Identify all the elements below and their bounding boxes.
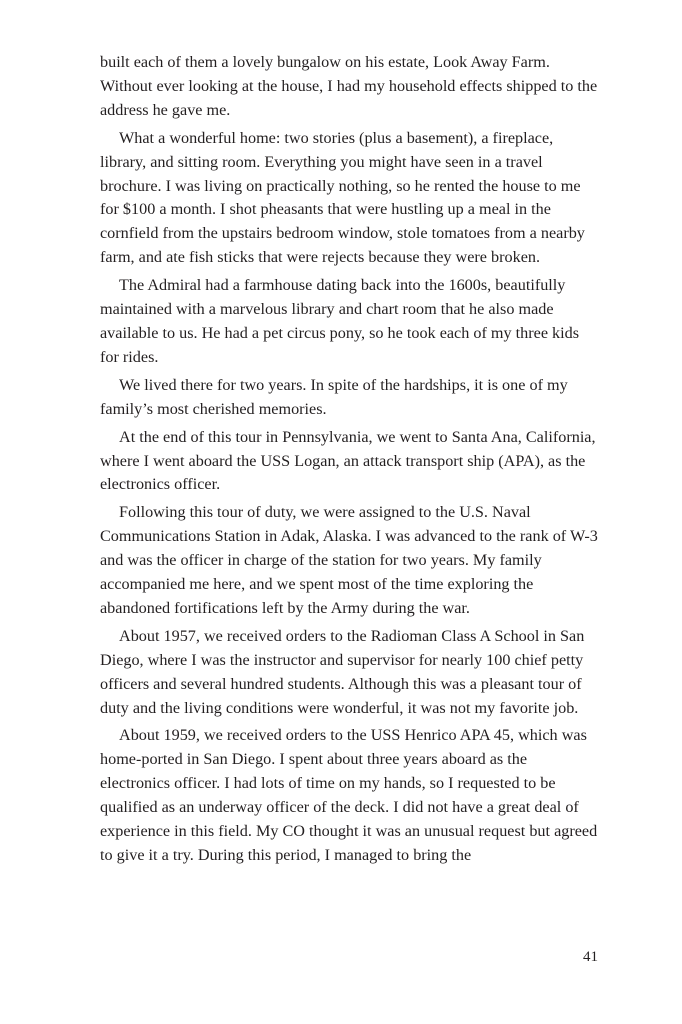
paragraph: The Admiral had a farmhouse dating back into the 1600s, beautifully maintained with a marvelous library and chart room that he also made available to us. He had a pet circus pony, so he took each of my three kids for rides.: [100, 276, 580, 366]
paragraph: About 1959, we received orders to the USS Henrico APA 45, which was home-ported in San Diego. I spent about three years aboard as the electronics officer. I had lots of time on my hands, so I requested to be qualified as an underway officer of the deck. I did not have a great deal of experience in this field. My CO thought it was an unusual request but agreed to give it a try. During this period, I managed to bring the: [100, 726, 598, 864]
body-text: [100, 51, 600, 868]
paragraph: Following this tour of duty, we were assigned to the U.S. Naval Communications Station in Adak, Alaska. I was advanced to the rank of W-3 and was the officer in charge of the station for two years. My family accompanied me here, and we spent most of the time exploring the abandoned fortifications left by the Army during the war.: [100, 503, 598, 617]
paragraph: At the end of this tour in Pennsylvania, we went to Santa Ana, California, where I went aboard the USS Logan, an attack transport ship (APA), as the electronics officer.: [100, 427, 596, 494]
paragraph: What a wonderful home: two stories (plus a basement), a fireplace, library, and sitting room. Everything you might have seen in a travel brochure. I was living on practically nothing, so he rented the house to me for $100 a month. I shot pheasants that were hustling up a meal in the cornfield from the upstairs bedroom window, stole tomatoes from a nearby farm, and ate fish sticks that were rejects because they were broken.: [100, 128, 585, 267]
paragraph: We lived there for two years. In spite of the hardships, it is one of my family’s most cherished memories.: [100, 375, 568, 418]
paragraph: built each of them a lovely bungalow on his estate, Look Away Farm. Without ever looking at the house, I had my household effects shipped to the address he gave me.: [100, 53, 598, 119]
paragraph: About 1957, we received orders to the Radioman Class A School in San Diego, where I was the instructor and supervisor for nearly 100 chief petty officers and several hundred students. Although this was a pleasant tour of duty and the living conditions were wonderful, it was not my favorite job.: [100, 626, 585, 717]
page-number: 41: [583, 949, 598, 965]
